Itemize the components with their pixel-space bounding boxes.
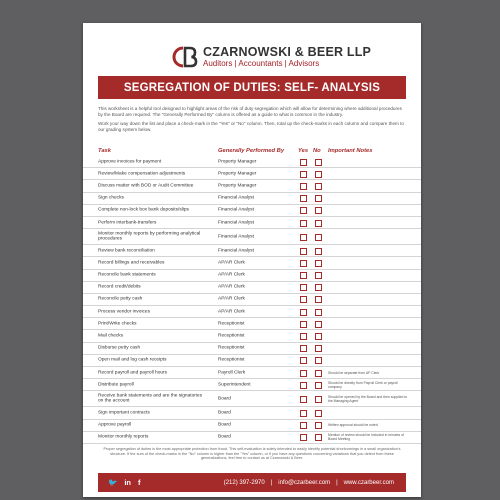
yes-checkbox[interactable]	[300, 345, 307, 352]
table-row	[83, 407, 421, 419]
table-row	[83, 330, 421, 342]
yes-checkbox[interactable]	[300, 207, 307, 214]
table-row	[83, 229, 421, 245]
task-label: Record billings and receivables	[98, 260, 165, 266]
performed-by-label: Financial Analyst	[218, 195, 254, 201]
firm-logo	[171, 44, 371, 70]
performed-by-label: Financial Analyst	[218, 207, 254, 213]
contact-info	[224, 480, 394, 486]
table-row	[83, 282, 421, 294]
performed-by-label: Receptionist	[218, 321, 245, 327]
no-checkbox[interactable]	[315, 434, 322, 441]
performed-by-label: Financial Analyst	[218, 220, 254, 226]
table-row	[83, 217, 421, 229]
no-checkbox[interactable]	[315, 207, 322, 214]
no-checkbox[interactable]	[315, 248, 322, 255]
table-row	[83, 270, 421, 282]
email-link[interactable]: info@czarbeer.com	[278, 479, 331, 486]
yes-checkbox[interactable]	[300, 422, 307, 429]
no-checkbox[interactable]	[315, 396, 322, 403]
twitter-icon[interactable]: 🐦	[108, 478, 118, 487]
important-note: Written approval should be noted	[328, 423, 378, 428]
task-label: Distribute payroll	[98, 382, 134, 388]
table-row	[83, 420, 421, 432]
yes-checkbox[interactable]	[300, 410, 307, 417]
column-header-yes: Yes	[298, 148, 309, 154]
no-checkbox[interactable]	[315, 195, 322, 202]
no-checkbox[interactable]	[315, 309, 322, 316]
performed-by-label: Property Manager	[218, 159, 257, 165]
performed-by-label: Receptionist	[218, 333, 245, 339]
no-checkbox[interactable]	[315, 260, 322, 267]
important-note: Should be directly from Payroll Clerk or payroll company	[328, 380, 398, 389]
performed-by-label: Property Manager	[218, 183, 257, 189]
table-row	[83, 306, 421, 318]
yes-checkbox[interactable]	[300, 248, 307, 255]
task-label: Mail checks	[98, 333, 124, 339]
task-label: Receive bank statements and are the signatories on the account	[98, 393, 202, 404]
task-label: Monitor monthly reports by performing analytical procedures	[98, 231, 201, 242]
page-title: SEGREGATION OF DUTIES: SELF- ANALYSIS	[123, 81, 381, 94]
yes-checkbox[interactable]	[300, 309, 307, 316]
no-checkbox[interactable]	[315, 370, 322, 377]
task-label: Monitor monthly reports	[98, 434, 149, 440]
intro-paragraph-1: This worksheet is a helpful tool designed to highlight areas of the risk of duty segregation which will allow for determining where additional procedures by the Board are required. The "Generally Performed By" column is offered as a guide to what is common in the industry.	[98, 106, 402, 117]
performed-by-label: Financial Analyst	[218, 248, 254, 254]
no-checkbox[interactable]	[315, 321, 322, 328]
no-checkbox[interactable]	[315, 272, 322, 279]
task-label: Review bank reconciliation	[98, 248, 155, 254]
column-header-task: Task	[98, 148, 111, 154]
yes-checkbox[interactable]	[300, 370, 307, 377]
performed-by-label: Board	[218, 396, 231, 402]
column-header-no: No	[313, 148, 321, 154]
table-row	[83, 391, 421, 407]
yes-checkbox[interactable]	[300, 296, 307, 303]
table-row	[83, 355, 421, 367]
performed-by-label: Board	[218, 410, 231, 416]
table-row	[83, 432, 421, 444]
important-note: Should be opened by the Board and then supplied to the Managing Agent	[328, 394, 408, 403]
separator: |	[336, 479, 338, 486]
no-checkbox[interactable]	[315, 183, 322, 190]
performed-by-label: Superintendent	[218, 382, 251, 388]
yes-checkbox[interactable]	[300, 382, 307, 389]
intro-paragraph-2: Work your way down the list and place a check-mark in the "Yes" or "No" column. Then, total up the check-marks in each column and compare them to our grading system below.	[98, 121, 404, 132]
performed-by-label: Payroll Clerk	[218, 370, 246, 376]
table-row	[83, 205, 421, 217]
task-label: Review/Make compensation adjustments	[98, 171, 186, 177]
task-label: Discuss matter with BOD or Audit Committee	[98, 183, 194, 189]
yes-checkbox[interactable]	[300, 220, 307, 227]
table-row	[83, 156, 421, 168]
task-label: Approve payroll	[98, 422, 132, 428]
task-label: Record payroll and payroll hours	[98, 369, 168, 375]
performed-by-label: Financial Analyst	[218, 234, 254, 240]
footer-bar	[98, 473, 406, 492]
task-label: Perform interbank-transfers	[98, 219, 157, 225]
performed-by-label: Receptionist	[218, 345, 245, 351]
no-checkbox[interactable]	[315, 345, 322, 352]
performed-by-label: AP/AR Clerk	[218, 296, 245, 302]
linkedin-icon[interactable]: in	[124, 478, 132, 487]
performed-by-label: Board	[218, 434, 231, 440]
table-row	[83, 379, 421, 391]
no-checkbox[interactable]	[315, 284, 322, 291]
cb-logo-icon	[171, 45, 199, 69]
table-row	[83, 294, 421, 306]
yes-checkbox[interactable]	[300, 396, 307, 403]
table-row	[83, 257, 421, 269]
table-row	[83, 168, 421, 180]
separator: |	[270, 479, 273, 486]
worksheet-page	[83, 23, 421, 497]
yes-checkbox[interactable]	[300, 195, 307, 202]
no-checkbox[interactable]	[315, 159, 322, 166]
table-row	[83, 343, 421, 355]
task-label: Record credit/debits	[98, 284, 141, 290]
table-row	[83, 318, 421, 330]
yes-checkbox[interactable]	[300, 171, 307, 178]
no-checkbox[interactable]	[315, 234, 322, 241]
task-table	[83, 156, 421, 444]
performed-by-label: AP/AR Clerk	[218, 284, 245, 290]
column-header-performed-by: Generally Performed By	[218, 148, 285, 154]
task-label: Reconcile petty cash	[98, 296, 143, 302]
task-label: Print/Write checks	[98, 321, 137, 327]
performed-by-label: AP/AR Clerk	[218, 260, 245, 266]
yes-checkbox[interactable]	[300, 159, 307, 166]
yes-checkbox[interactable]	[300, 357, 307, 364]
footer-disclaimer: Proper segregation of duties is the most appropriate protection from fraud. This self-evaluation is solely intended to easily identify potential shortcomings in a small organization's structure. If the sum of the check-marks in the "No" column is higher than the "Yes" column, or if you have any questions concerning variations that you detect from these generalizations, feel free to contact us at Czarnowski & Beer.	[103, 447, 401, 461]
performed-by-label: AP/AR Clerk	[218, 309, 245, 315]
task-label: Complete non-lock box bank deposits/slips	[98, 207, 189, 213]
no-checkbox[interactable]	[315, 220, 322, 227]
important-note: Should be separate from AP Clerk	[328, 370, 380, 375]
yes-checkbox[interactable]	[300, 272, 307, 279]
facebook-icon[interactable]: f	[138, 478, 141, 487]
yes-checkbox[interactable]	[300, 284, 307, 291]
yes-checkbox[interactable]	[300, 321, 307, 328]
no-checkbox[interactable]	[315, 422, 322, 429]
column-header-notes: Important Notes	[328, 148, 373, 154]
table-row	[83, 367, 421, 379]
social-links	[108, 478, 141, 487]
firm-tagline: Auditors | Accountants | Advisors	[203, 58, 320, 68]
task-label: Disburse petty cash	[98, 345, 141, 351]
firm-name: CZARNOWSKI & BEER LLP	[203, 44, 372, 59]
task-label: Open mail and log cash receipts	[98, 357, 167, 363]
performed-by-label: Property Manager	[218, 171, 257, 177]
yes-checkbox[interactable]	[300, 183, 307, 190]
no-checkbox[interactable]	[315, 357, 322, 364]
table-row	[83, 193, 421, 205]
table-row	[83, 245, 421, 257]
no-checkbox[interactable]	[315, 382, 322, 389]
no-checkbox[interactable]	[315, 333, 322, 340]
task-label: Reconcile bank statements	[98, 272, 156, 278]
website-link[interactable]: www.czarbeer.com	[343, 479, 394, 486]
important-note: Mention of review should be included in minutes of Board Meeting	[328, 433, 404, 442]
performed-by-label: AP/AR Clerk	[218, 272, 245, 278]
table-row	[83, 180, 421, 192]
task-label: Approve invoices for payment	[98, 158, 162, 164]
yes-checkbox[interactable]	[300, 434, 307, 441]
title-banner	[98, 76, 406, 99]
yes-checkbox[interactable]	[300, 333, 307, 340]
performed-by-label: Receptionist	[218, 357, 245, 363]
phone-number[interactable]: (212) 397-2970	[223, 479, 265, 486]
task-label: Sign checks	[98, 195, 124, 201]
yes-checkbox[interactable]	[300, 260, 307, 267]
performed-by-label: Board	[218, 422, 231, 428]
no-checkbox[interactable]	[315, 171, 322, 178]
yes-checkbox[interactable]	[300, 234, 307, 241]
no-checkbox[interactable]	[315, 410, 322, 417]
no-checkbox[interactable]	[315, 296, 322, 303]
task-label: Sign important contracts	[98, 410, 150, 416]
task-label: Process vendor invoices	[98, 308, 150, 314]
